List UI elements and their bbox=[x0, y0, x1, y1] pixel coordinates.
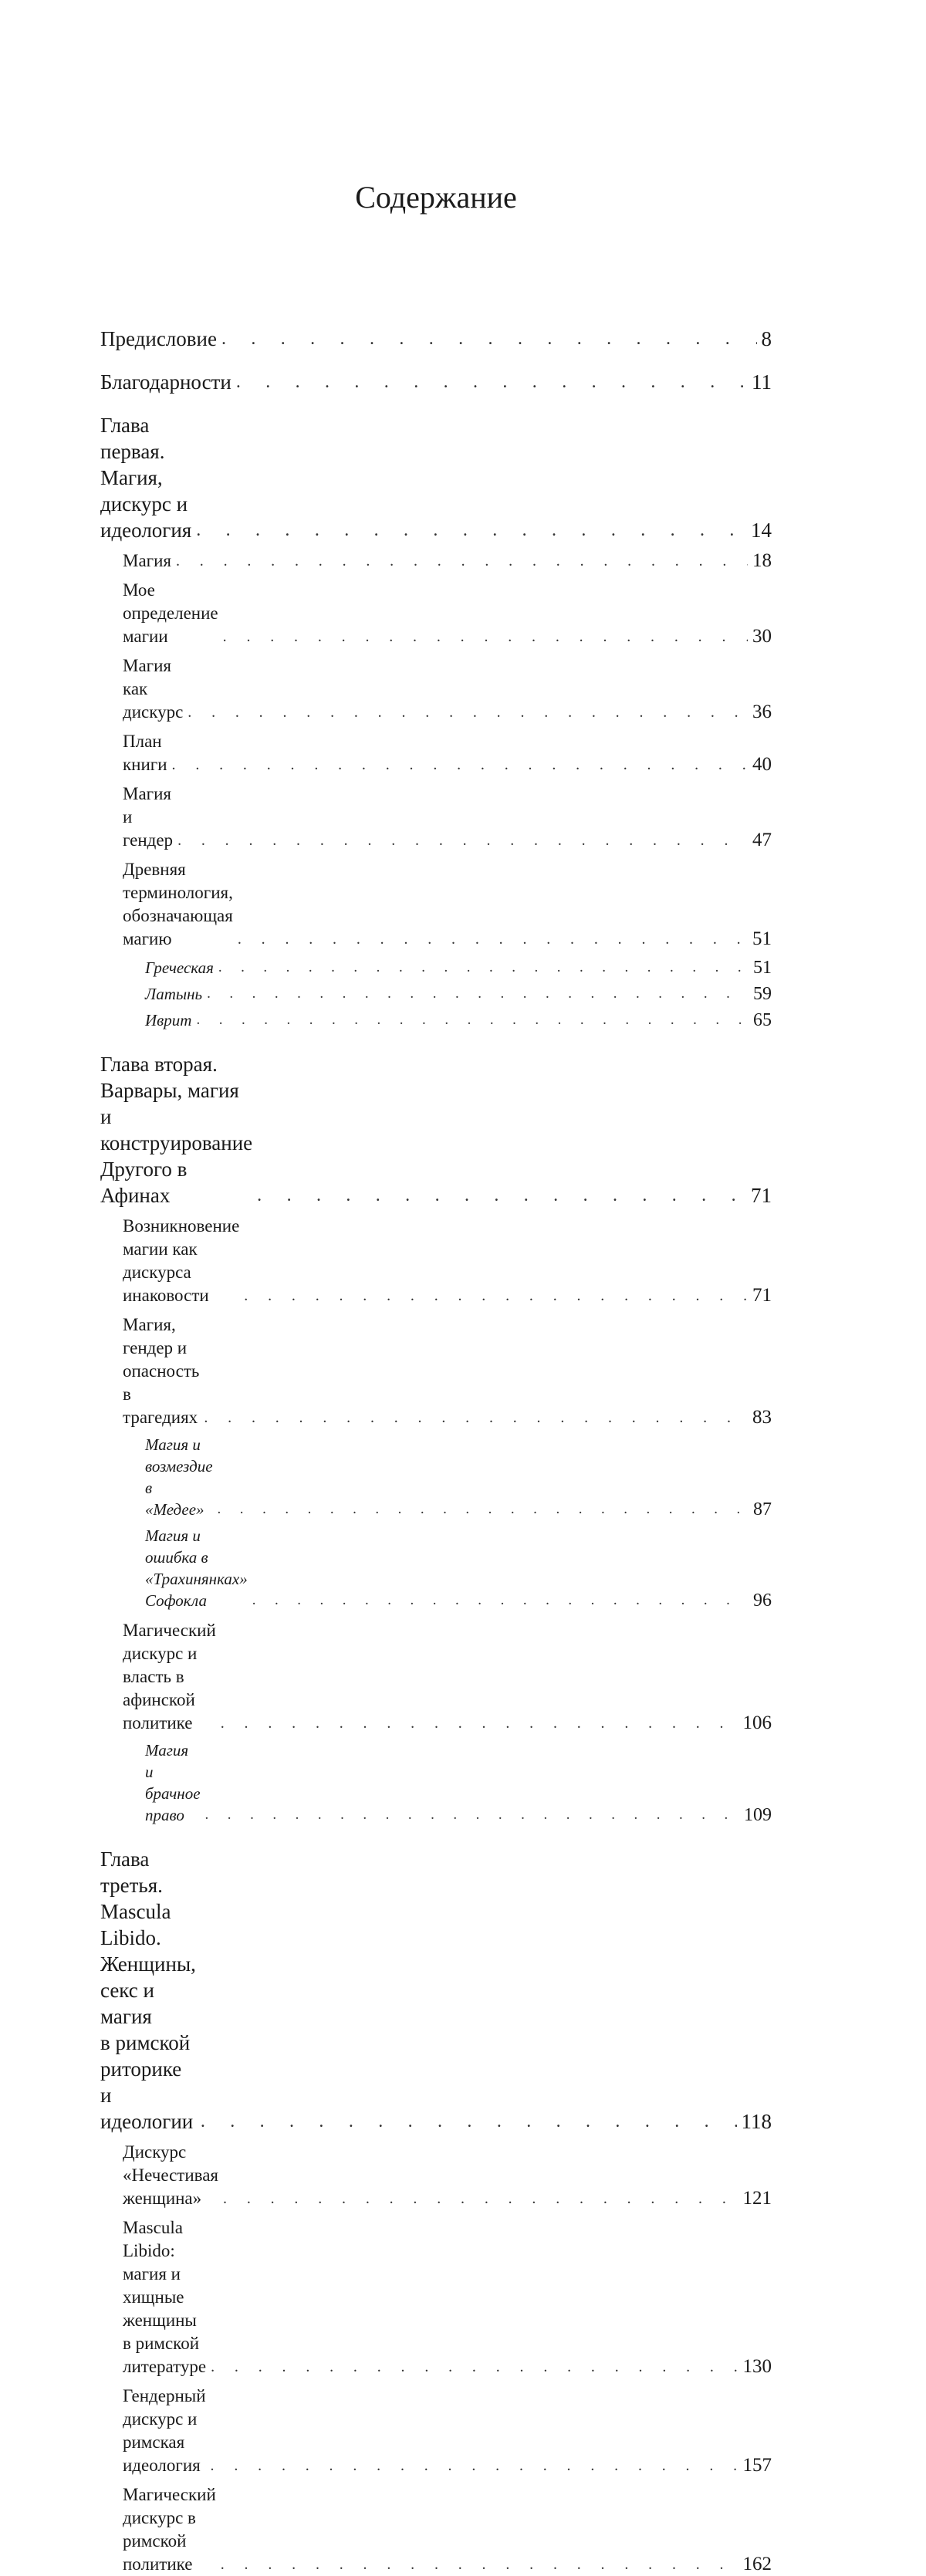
toc-entry bbox=[100, 1739, 772, 1826]
toc-entry-title: Гендерный дискурс и римская идеология bbox=[123, 2386, 206, 2475]
dot-leader bbox=[218, 1499, 749, 1520]
dot-leader bbox=[172, 753, 748, 776]
toc-entry bbox=[100, 579, 772, 648]
dot-leader bbox=[221, 2553, 738, 2576]
toc-entry bbox=[100, 326, 772, 352]
toc-entry bbox=[100, 858, 772, 951]
toc-entry-page-number: 106 bbox=[742, 1712, 772, 1733]
dot-leader bbox=[236, 369, 747, 395]
toc-entry bbox=[100, 1846, 772, 2135]
toc-entry-title: Глава третья. Mascula Libido. Женщины, секс и магия в римской риторике и идеологии bbox=[100, 1847, 196, 2133]
dot-leader bbox=[196, 517, 746, 543]
toc-entry-page-number: 30 bbox=[752, 626, 772, 647]
dot-leader bbox=[204, 1406, 748, 1429]
toc-entry-title: Иврит bbox=[145, 1011, 192, 1029]
toc-entry-page-number: 71 bbox=[752, 1285, 772, 1306]
dot-leader bbox=[252, 1590, 749, 1611]
toc-entry-title: Магия, гендер и опасность в трагедиях bbox=[123, 1315, 200, 1427]
dot-leader bbox=[221, 326, 757, 352]
dot-leader bbox=[223, 2187, 738, 2210]
toc-entry-page-number: 14 bbox=[751, 519, 772, 542]
dot-leader bbox=[257, 1182, 746, 1209]
table-of-contents bbox=[100, 319, 772, 2576]
dot-leader bbox=[223, 625, 748, 648]
toc-entry bbox=[100, 730, 772, 776]
toc-entry bbox=[100, 1313, 772, 1429]
toc-entry bbox=[100, 654, 772, 724]
toc-entry-page-number: 157 bbox=[742, 2455, 772, 2476]
toc-entry-title: Греческая bbox=[145, 958, 214, 977]
dot-leader bbox=[205, 1804, 739, 1826]
toc-entry-page-number: 59 bbox=[753, 984, 772, 1004]
toc-entry-title: Мое определение магии bbox=[123, 580, 218, 646]
toc-entry bbox=[100, 2216, 772, 2378]
toc-entry-page-number: 51 bbox=[752, 928, 772, 949]
dot-leader bbox=[176, 549, 748, 573]
dot-leader bbox=[211, 2355, 738, 2378]
dot-leader bbox=[207, 983, 749, 1005]
toc-entry-title: Магия и гендер bbox=[123, 784, 174, 850]
toc-entry bbox=[100, 1619, 772, 1735]
toc-entry bbox=[100, 412, 772, 543]
toc-entry-page-number: 11 bbox=[752, 370, 772, 394]
toc-entry-page-number: 130 bbox=[742, 2356, 772, 2377]
toc-entry bbox=[100, 783, 772, 852]
toc-entry-title: Глава вторая. Варвары, магия и конструирование Другого в Афинах bbox=[100, 1053, 253, 1207]
toc-entry-title: План книги bbox=[123, 732, 167, 774]
dot-leader bbox=[221, 1712, 738, 1735]
toc-entry-title: Возникновение магии как дискурса инаковости bbox=[123, 1216, 240, 1305]
toc-entry-page-number: 71 bbox=[751, 1184, 772, 1207]
toc-entry bbox=[100, 1215, 772, 1307]
toc-entry-title: Магия bbox=[123, 551, 171, 570]
dot-leader bbox=[244, 1284, 748, 1307]
toc-entry-title: Магический дискурс и власть в афинской политике bbox=[123, 1621, 216, 1733]
toc-entry-title: Глава первая. Магия, дискурс и идеология bbox=[100, 414, 192, 542]
toc-entry-page-number: 83 bbox=[752, 1407, 772, 1428]
toc-entry-page-number: 87 bbox=[753, 1499, 772, 1520]
toc-entry bbox=[100, 369, 772, 395]
dot-leader bbox=[211, 2454, 738, 2477]
dot-leader bbox=[238, 928, 748, 951]
dot-leader bbox=[201, 2108, 737, 2135]
toc-entry-title: Древняя терминология, обозначающая магию bbox=[123, 860, 233, 948]
toc-entry bbox=[100, 1009, 772, 1031]
toc-entry-page-number: 118 bbox=[741, 2110, 772, 2133]
toc-entry bbox=[100, 957, 772, 979]
toc-entry-page-number: 65 bbox=[753, 1010, 772, 1030]
toc-entry-page-number: 96 bbox=[753, 1591, 772, 1611]
toc-entry-page-number: 109 bbox=[744, 1805, 772, 1825]
toc-entry-page-number: 162 bbox=[742, 2554, 772, 2574]
dot-leader bbox=[177, 829, 748, 852]
toc-entry-title: Магия как дискурс bbox=[123, 656, 184, 722]
dot-leader bbox=[188, 701, 748, 724]
toc-entry-title: Магия и ошибка в «Трахинянках» Софокла bbox=[145, 1526, 248, 1610]
toc-entry-title: Дискурс «Нечестивая женщина» bbox=[123, 2142, 219, 2208]
toc-entry bbox=[100, 549, 772, 573]
page-title: Содержание bbox=[355, 180, 517, 215]
toc-entry bbox=[100, 1434, 772, 1520]
toc-entry-page-number: 8 bbox=[761, 327, 772, 350]
toc-entry-page-number: 36 bbox=[752, 701, 772, 722]
toc-entry-page-number: 40 bbox=[752, 754, 772, 775]
toc-entry-page-number: 18 bbox=[752, 550, 772, 571]
toc-entry-title: Благодарности bbox=[100, 370, 231, 394]
toc-entry bbox=[100, 2141, 772, 2210]
toc-entry-title: Магический дискурс в римской политике bbox=[123, 2485, 216, 2574]
toc-entry-title: Латынь bbox=[145, 985, 203, 1003]
toc-entry-title: Предисловие bbox=[100, 327, 217, 350]
dot-leader bbox=[218, 957, 749, 979]
dot-leader bbox=[196, 1009, 749, 1031]
toc-entry-title: Магия и возмездие в «Медее» bbox=[145, 1435, 213, 1519]
toc-entry-title: Магия и брачное право bbox=[145, 1741, 201, 1824]
toc-entry bbox=[100, 983, 772, 1005]
toc-entry bbox=[100, 1051, 772, 1209]
toc-entry-page-number: 47 bbox=[752, 830, 772, 850]
toc-entry bbox=[100, 2483, 772, 2576]
toc-entry-title: Mascula Libido: магия и хищные женщины в римской литературе bbox=[123, 2218, 207, 2376]
toc-entry bbox=[100, 1525, 772, 1611]
toc-entry bbox=[100, 2385, 772, 2477]
toc-entry-page-number: 121 bbox=[742, 2188, 772, 2209]
toc-entry-page-number: 51 bbox=[753, 958, 772, 978]
